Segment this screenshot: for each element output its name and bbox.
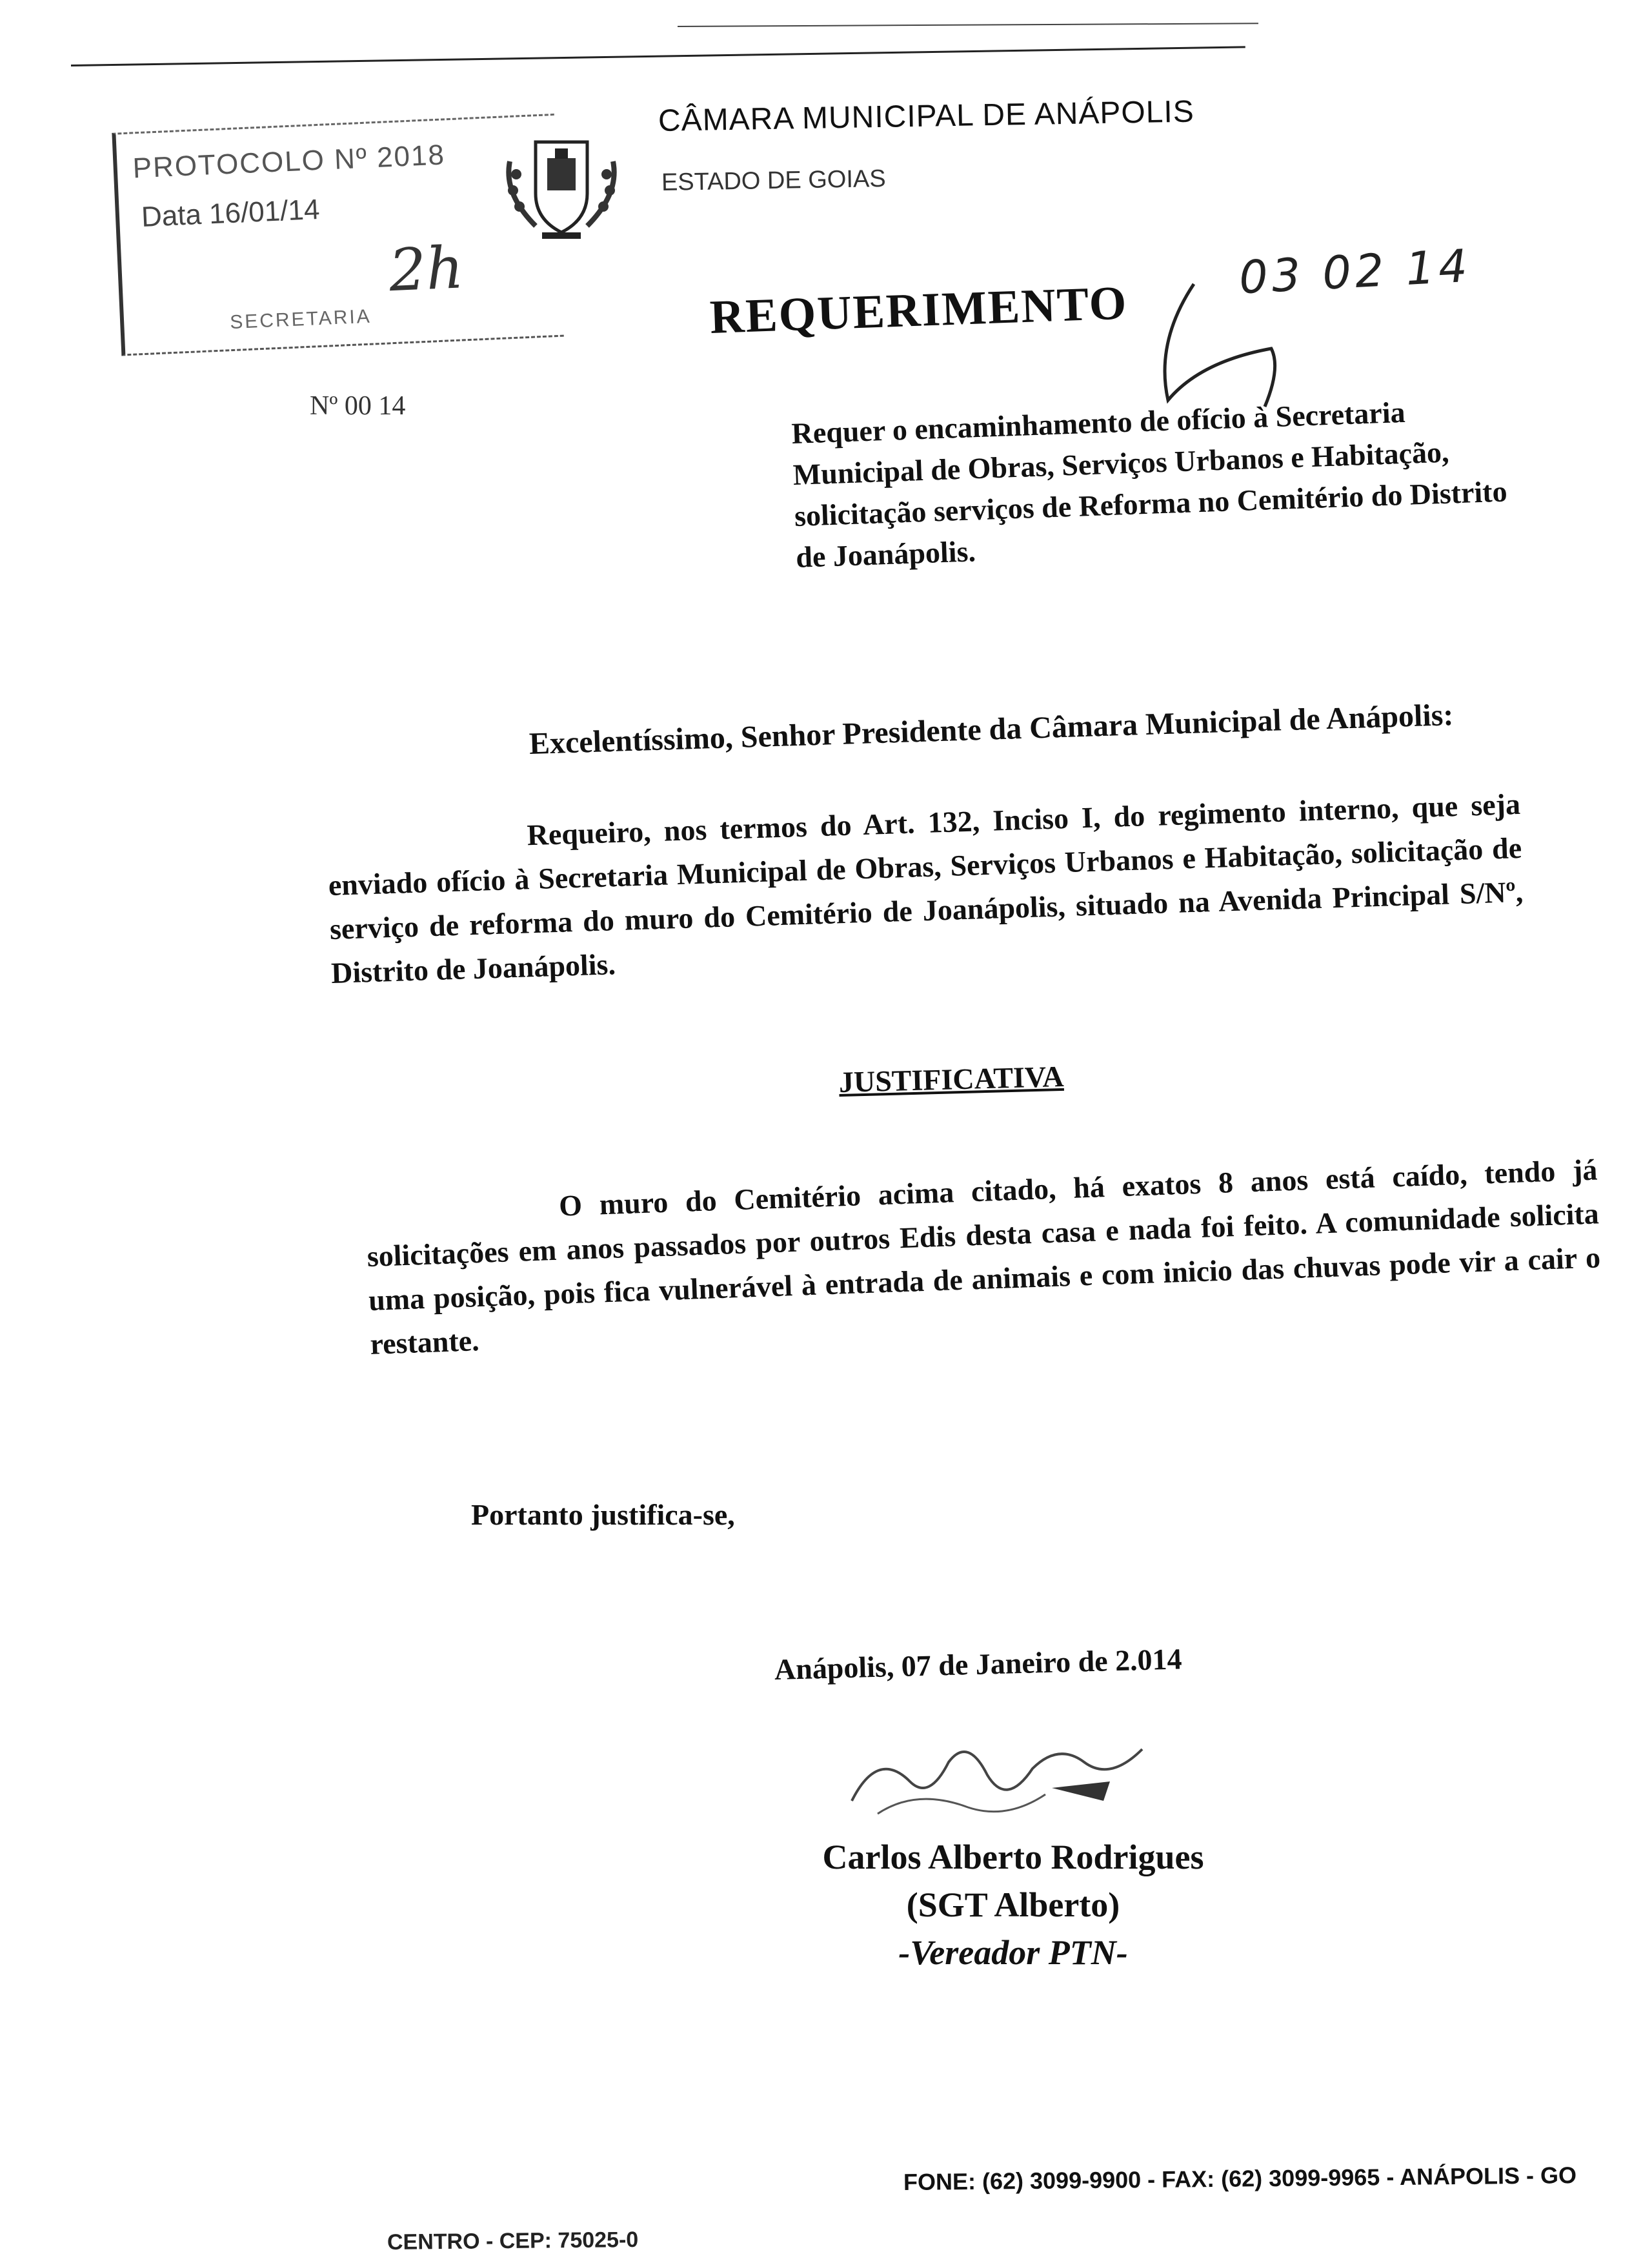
signer-block: [787, 1833, 1239, 1976]
request-paragraph: Requeiro, nos termos do Art. 132, Inciso I, do regimento interno, que seja enviado ofício à Secretaria Municipal de Obras, Serviços Urbanos e Habitação, solicitação de serviço de reforma do muro do Cemitério de Joanápolis, situado na Avenida Principal S/Nº, Distrito de Joanápolis.: [328, 787, 1524, 989]
organization-name: CÂMARA MUNICIPAL DE ANÁPOLIS: [658, 94, 1195, 138]
closing-line: Portanto justifica-se,: [471, 1498, 735, 1531]
stamp-footer-label: SECRETARIA: [229, 305, 372, 334]
justification-paragraph: O muro do Cemitério acima citado, há exatos 8 anos está caído, tendo já solicitações em anos passados por outros Edis desta casa e nada foi feito. A comunidade solicita uma posição, pois fica vulnerável à entrada de animais e com inicio das chuvas pode vir a cair o restante.: [366, 1153, 1601, 1361]
signer-role: -Vereador PTN-: [898, 1933, 1128, 1972]
stamp-date-label: Data 16/01/14: [141, 193, 321, 233]
place-and-date: Anápolis, 07 de Janeiro de 2.014: [774, 1642, 1183, 1686]
salutation: Excelentíssimo, Senhor Presidente da Câmara Municipal de Anápolis:: [529, 698, 1455, 761]
signature-icon: [839, 1723, 1174, 1827]
handwritten-mark-icon: [1142, 271, 1291, 413]
footer-address: CENTRO - CEP: 75025-0: [387, 2227, 639, 2255]
document-title: REQUERIMENTO: [709, 276, 1129, 344]
organization-state: ESTADO DE GOIAS: [661, 165, 887, 196]
handwritten-date: 03 02 14: [1238, 239, 1473, 305]
signer-nickname: (SGT Alberto): [906, 1885, 1120, 1924]
stamp-protocol-label: PROTOCOLO Nº 2018: [132, 139, 446, 185]
justification-heading: JUSTIFICATIVA: [838, 1059, 1065, 1099]
top-rule: [71, 46, 1245, 66]
footer-contact: FONE: (62) 3099-9900 - FAX: (62) 3099-9965 - ANÁPOLIS - GO: [903, 2162, 1577, 2195]
top-rule-upper: [678, 23, 1258, 27]
document-number: Nº 00 14: [310, 391, 406, 421]
document-summary: Requer o encaminhamento de ofício à Secretaria Municipal de Obras, Serviços Urbanos e Habitação, solicitação serviços de Reforma no Cemitério do Distrito de Joanápolis.: [791, 395, 1508, 574]
stamp-handwritten-initials: 2h: [387, 234, 465, 305]
municipal-crest-icon: [497, 123, 626, 245]
signer-name: Carlos Alberto Rodrigues: [822, 1838, 1204, 1876]
